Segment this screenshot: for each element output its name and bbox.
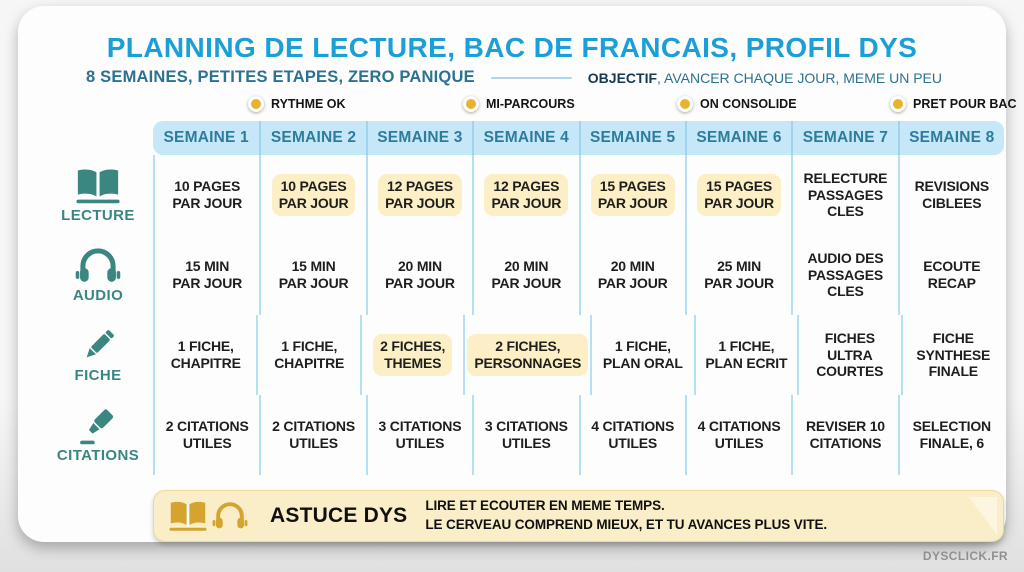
week-cell-text: REVISIONS CIBLEES bbox=[914, 178, 990, 211]
row-header-audio bbox=[46, 235, 150, 315]
week-cell bbox=[898, 395, 1004, 475]
column-header: SEMAINE 2 bbox=[259, 121, 365, 155]
week-cell-text: REVISER 10 CITATIONS bbox=[805, 418, 885, 451]
week-cell bbox=[579, 395, 685, 475]
week-cell-text: 12 PAGES PAR JOUR bbox=[484, 174, 568, 215]
divider-line bbox=[491, 77, 572, 79]
row-header-citations bbox=[46, 395, 150, 475]
objective bbox=[588, 70, 942, 86]
week-cell bbox=[791, 395, 897, 475]
week-cell-text: 10 PAGES PAR JOUR bbox=[172, 178, 243, 211]
week-cell-text: ECOUTE RECAP bbox=[923, 258, 981, 291]
week-cell-text: 1 FICHE, PLAN ECRIT bbox=[705, 338, 788, 371]
subtitle: 8 SEMAINES, PETITES ETAPES, ZERO PANIQUE bbox=[86, 68, 475, 86]
milestone-dot-icon bbox=[248, 96, 264, 112]
week-cell bbox=[685, 155, 791, 235]
week-cell-text: 4 CITATIONS UTILES bbox=[591, 418, 675, 451]
week-cell bbox=[472, 235, 578, 315]
week-cell-text: 15 MIN PAR JOUR bbox=[278, 258, 349, 291]
week-cell-text: 10 PAGES PAR JOUR bbox=[272, 174, 356, 215]
week-cell bbox=[259, 235, 365, 315]
week-cell bbox=[685, 235, 791, 315]
tip-banner bbox=[153, 490, 1004, 542]
brand-footer: DYSCLICK.FR bbox=[922, 549, 1008, 563]
column-header: SEMAINE 6 bbox=[685, 121, 791, 155]
milestone-label: PRET POUR BAC bbox=[913, 97, 1017, 111]
week-cell bbox=[153, 395, 259, 475]
milestone bbox=[677, 96, 797, 112]
week-cell bbox=[153, 315, 256, 395]
row-header-label: LECTURE bbox=[61, 206, 135, 224]
week-cell bbox=[259, 155, 365, 235]
week-cell bbox=[590, 315, 693, 395]
row-header-fiche bbox=[46, 315, 150, 395]
tip-title: ASTUCE DYS bbox=[270, 504, 408, 527]
week-cell bbox=[472, 155, 578, 235]
week-cell bbox=[366, 155, 472, 235]
table-row bbox=[153, 235, 1004, 315]
objective-label: OBJECTIF bbox=[587, 69, 658, 86]
week-cell-text: 4 CITATIONS UTILES bbox=[697, 418, 781, 451]
column-header: SEMAINE 4 bbox=[472, 121, 578, 155]
tip-line-2: LE CERVEAU COMPREND MIEUX, ET TU AVANCES PLUS VITE. bbox=[425, 517, 828, 532]
headphones-icon bbox=[75, 247, 121, 285]
week-cell-text: 12 PAGES PAR JOUR bbox=[378, 174, 462, 215]
week-cell bbox=[791, 235, 897, 315]
week-cell bbox=[366, 235, 472, 315]
milestone-dot-icon bbox=[890, 96, 906, 112]
milestone bbox=[248, 96, 346, 112]
table-row bbox=[153, 315, 1004, 395]
milestone-label: MI-PARCOURS bbox=[486, 97, 575, 111]
week-cell-text: 20 MIN PAR JOUR bbox=[385, 258, 455, 291]
week-cell bbox=[797, 315, 900, 395]
week-cell bbox=[685, 395, 791, 475]
headphones-icon bbox=[212, 501, 248, 531]
week-cell bbox=[694, 315, 797, 395]
row-header-label: CITATIONS bbox=[56, 446, 140, 464]
subtitle-row bbox=[86, 68, 942, 87]
column-header: SEMAINE 1 bbox=[163, 129, 249, 146]
week-cell-text: 20 MIN PAR JOUR bbox=[491, 258, 562, 291]
column-header: SEMAINE 8 bbox=[898, 121, 1004, 155]
week-cell bbox=[901, 315, 1004, 395]
week-cell bbox=[579, 155, 685, 235]
page-curl-decoration bbox=[969, 497, 997, 535]
week-cell bbox=[791, 155, 897, 235]
milestone-dot-icon bbox=[463, 96, 479, 112]
week-cell-text: 1 FICHE, CHAPITRE bbox=[170, 338, 241, 371]
week-cell bbox=[256, 315, 359, 395]
column-header: SEMAINE 5 bbox=[579, 121, 685, 155]
table-row bbox=[153, 395, 1004, 475]
week-cell bbox=[463, 315, 590, 395]
week-cell-text: 15 PAGES PAR JOUR bbox=[697, 174, 781, 215]
row-header-column bbox=[46, 155, 150, 475]
week-cell bbox=[579, 235, 685, 315]
week-cell-text: 1 FICHE, PLAN ORAL bbox=[602, 338, 683, 371]
week-cell-text: 2 CITATIONS UTILES bbox=[272, 418, 355, 451]
week-cell bbox=[898, 235, 1004, 315]
week-cell-text: 3 CITATIONS UTILES bbox=[378, 418, 462, 451]
planning-table-body bbox=[153, 155, 1004, 475]
week-cell-text: 20 MIN PAR JOUR bbox=[597, 258, 668, 291]
milestone-dot-icon bbox=[677, 96, 693, 112]
week-cell-text: RELECTURE PASSAGES CLES bbox=[803, 170, 888, 220]
tip-line-1: LIRE ET ECOUTER EN MEME TEMPS. bbox=[425, 498, 665, 514]
open-book-icon bbox=[75, 167, 121, 205]
column-header: SEMAINE 7 bbox=[791, 121, 897, 155]
table-row bbox=[153, 155, 1004, 235]
week-cell-text: FICHES ULTRA COURTES bbox=[816, 330, 884, 380]
week-header-row bbox=[153, 121, 1004, 155]
page-title: PLANNING DE LECTURE, BAC DE FRANCAIS, PROFIL DYS bbox=[106, 32, 918, 63]
row-header-lecture bbox=[46, 155, 150, 235]
week-cell-text: 1 FICHE, CHAPITRE bbox=[274, 338, 345, 371]
week-cell bbox=[360, 315, 463, 395]
milestones bbox=[18, 96, 1017, 116]
highlighter-icon bbox=[75, 407, 121, 445]
week-cell bbox=[153, 155, 259, 235]
column-header: SEMAINE 3 bbox=[366, 121, 472, 155]
week-cell-text: FICHE SYNTHESE FINALE bbox=[916, 330, 991, 380]
tip-text bbox=[425, 497, 827, 535]
week-cell bbox=[898, 155, 1004, 235]
row-header-label: FICHE bbox=[74, 366, 122, 384]
week-cell-text: 15 PAGES PAR JOUR bbox=[591, 174, 675, 215]
week-cell bbox=[366, 395, 472, 475]
milestone bbox=[463, 96, 575, 112]
week-cell-text: 2 FICHES, PERSONNAGES bbox=[467, 334, 588, 375]
planning-card bbox=[18, 6, 1017, 542]
open-book-icon bbox=[168, 500, 208, 532]
week-cell-text: 15 MIN PAR JOUR bbox=[172, 258, 243, 291]
row-header-label: AUDIO bbox=[72, 286, 124, 304]
milestone-label: ON CONSOLIDE bbox=[700, 97, 797, 111]
objective-text: , AVANCER CHAQUE JOUR, MEME UN PEU bbox=[657, 69, 942, 86]
milestone bbox=[890, 96, 1016, 112]
week-cell-text: 3 CITATIONS UTILES bbox=[484, 418, 568, 451]
week-cell-text: 2 FICHES, THEMES bbox=[373, 334, 452, 375]
week-cell-text: SELECTION FINALE, 6 bbox=[912, 418, 991, 451]
week-cell-text: AUDIO DES PASSAGES CLES bbox=[807, 250, 884, 300]
week-cell bbox=[259, 395, 365, 475]
week-cell bbox=[472, 395, 578, 475]
week-cell bbox=[153, 235, 259, 315]
pencil-icon bbox=[75, 327, 121, 365]
week-cell-text: 25 MIN PAR JOUR bbox=[704, 258, 774, 291]
milestone-label: RYTHME OK bbox=[271, 97, 346, 111]
week-cell-text: 2 CITATIONS UTILES bbox=[165, 418, 249, 451]
